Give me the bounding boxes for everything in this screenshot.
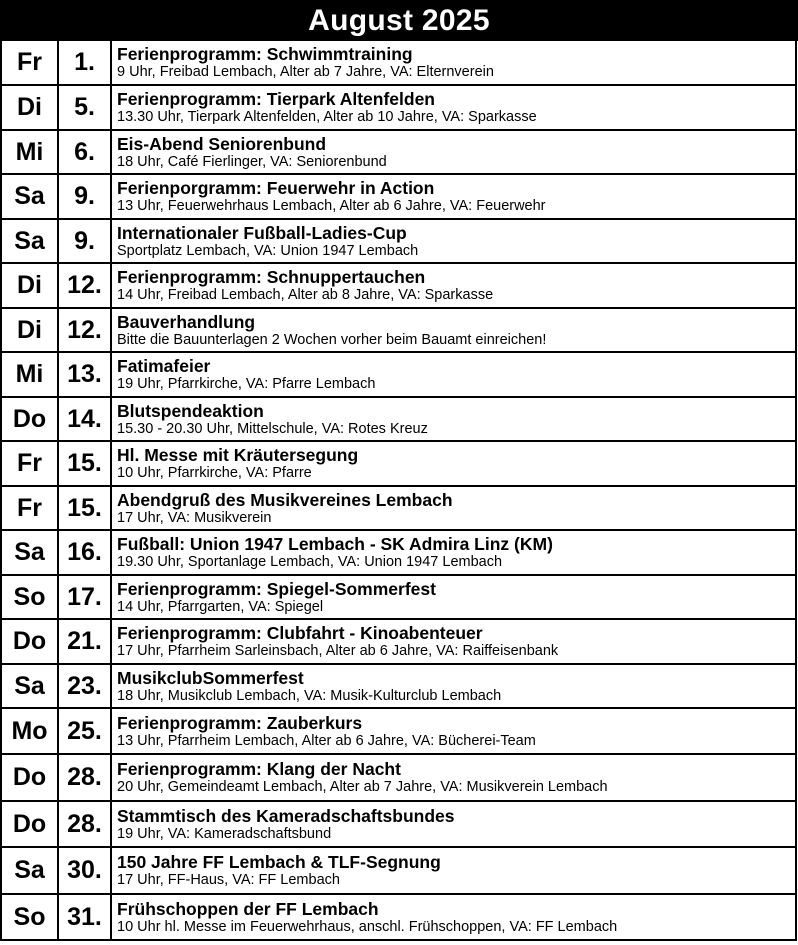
event-weekday: Sa	[1, 219, 58, 263]
event-title: MusikclubSommerfest	[117, 667, 304, 688]
event-weekday: Fr	[1, 41, 58, 85]
event-title: Stammtisch des Kameradschaftsbundes	[117, 805, 455, 826]
event-cell	[111, 530, 796, 575]
event-title: Ferienprogramm: Schwimmtraining	[117, 44, 413, 64]
event-title: Fußball: Union 1947 Lembach - SK Admira Linz (KM)	[117, 534, 553, 554]
event-detail: 20 Uhr, Gemeindeamt Lembach, Alter ab 7 Jahre, VA: Musikverein Lembach	[117, 779, 608, 795]
events-table-body	[1, 41, 796, 940]
event-weekday: Sa	[1, 847, 58, 894]
event-row	[1, 397, 796, 441]
event-title: Fatimafeier	[117, 356, 211, 376]
event-day-number: 23.	[58, 664, 111, 708]
event-title: Ferienprogramm: Klang der Nacht	[117, 759, 401, 779]
event-weekday: So	[1, 575, 58, 619]
event-row	[1, 486, 796, 530]
event-day-number: 9.	[58, 174, 111, 219]
event-cell	[111, 664, 796, 708]
event-title: Hl. Messe mit Kräutersegung	[117, 445, 359, 465]
event-weekday: Sa	[1, 530, 58, 575]
event-cell	[111, 847, 796, 894]
event-detail: 15.30 - 20.30 Uhr, Mittelschule, VA: Rotes Kreuz	[117, 420, 428, 437]
event-detail: 19 Uhr, Pfarrkirche, VA: Pfarre Lembach	[117, 376, 376, 392]
event-detail: 13 Uhr, Pfarrheim Lembach, Alter ab 6 Jahre, VA: Bücherei-Team	[117, 732, 536, 749]
event-row	[1, 130, 796, 174]
event-day-number: 14.	[58, 397, 111, 441]
event-title: Internationaler Fußball-Ladies-Cup	[117, 222, 407, 243]
event-row	[1, 708, 796, 754]
event-detail: 9 Uhr, Freibad Lembach, Alter ab 7 Jahre, VA: Elternverein	[117, 64, 494, 80]
event-row	[1, 219, 796, 263]
event-weekday: Fr	[1, 441, 58, 486]
event-weekday: Di	[1, 85, 58, 130]
event-title: Ferienprogramm: Spiegel-Sommerfest	[117, 578, 436, 599]
event-row	[1, 530, 796, 575]
event-detail: Bitte die Bauunterlagen 2 Wochen vorher beim Bauamt einreichen!	[117, 331, 547, 348]
event-row	[1, 174, 796, 219]
event-cell	[111, 263, 796, 308]
event-day-number: 15.	[58, 486, 111, 530]
event-day-number: 15.	[58, 441, 111, 486]
event-day-number: 25.	[58, 708, 111, 754]
event-title: Ferienprogramm: Clubfahrt - Kinoabenteuer	[117, 623, 483, 643]
event-row	[1, 352, 796, 397]
event-weekday: Fr	[1, 486, 58, 530]
event-cell	[111, 130, 796, 174]
event-detail: 10 Uhr hl. Messe im Feuerwehrhaus, anschl. Frühschoppen, VA: FF Lembach	[117, 918, 618, 935]
event-cell	[111, 486, 796, 530]
event-cell	[111, 352, 796, 397]
event-detail: 13.30 Uhr, Tierpark Altenfelden, Alter ab 10 Jahre, VA: Sparkasse	[117, 109, 537, 125]
event-weekday: Do	[1, 397, 58, 441]
event-title: Ferienporgramm: Feuerwehr in Action	[117, 178, 435, 198]
event-day-number: 16.	[58, 530, 111, 575]
event-weekday: Di	[1, 263, 58, 308]
event-detail: 17 Uhr, VA: Musikverein	[117, 509, 272, 526]
event-detail: 17 Uhr, FF-Haus, VA: FF Lembach	[117, 872, 340, 888]
event-day-number: 30.	[58, 847, 111, 894]
event-weekday: So	[1, 894, 58, 940]
event-row	[1, 894, 796, 940]
event-detail: 13 Uhr, Feuerwehrhaus Lembach, Alter ab 6 Jahre, VA: Feuerwehr	[117, 198, 546, 214]
event-weekday: Do	[1, 619, 58, 664]
event-day-number: 21.	[58, 619, 111, 664]
event-cell	[111, 754, 796, 801]
event-title: Ferienprogramm: Tierpark Altenfelden	[117, 89, 435, 109]
event-title: Abendgruß des Musikvereines Lembach	[117, 489, 453, 510]
event-title: Frühschoppen der FF Lembach	[117, 898, 379, 919]
event-cell	[111, 894, 796, 940]
event-day-number: 17.	[58, 575, 111, 619]
event-detail: 19.30 Uhr, Sportanlage Lembach, VA: Union 1947 Lembach	[117, 554, 503, 570]
event-title: Ferienprogramm: Schnuppertauchen	[117, 267, 426, 287]
event-day-number: 12.	[58, 308, 111, 352]
event-title: Eis-Abend Seniorenbund	[117, 133, 327, 154]
event-row	[1, 801, 796, 847]
event-weekday: Do	[1, 754, 58, 801]
event-title: 150 Jahre FF Lembach & TLF-Segnung	[117, 852, 441, 872]
event-row	[1, 441, 796, 486]
event-title: Ferienprogramm: Zauberkurs	[117, 712, 363, 733]
event-cell	[111, 41, 796, 85]
event-day-number: 13.	[58, 352, 111, 397]
event-day-number: 6.	[58, 130, 111, 174]
event-title: Bauverhandlung	[117, 311, 256, 332]
event-weekday: Mi	[1, 352, 58, 397]
event-detail: 17 Uhr, Pfarrheim Sarleinsbach, Alter ab 6 Jahre, VA: Raiffeisenbank	[117, 643, 559, 659]
event-cell	[111, 708, 796, 754]
event-cell	[111, 85, 796, 130]
event-weekday: Do	[1, 801, 58, 847]
event-detail: Sportplatz Lembach, VA: Union 1947 Lembach	[117, 242, 419, 259]
event-day-number: 28.	[58, 801, 111, 847]
event-weekday: Di	[1, 308, 58, 352]
event-detail: 14 Uhr, Pfarrgarten, VA: Spiegel	[117, 598, 324, 615]
event-cell	[111, 174, 796, 219]
event-day-number: 12.	[58, 263, 111, 308]
event-cell	[111, 397, 796, 441]
events-table	[0, 41, 797, 941]
event-detail: 18 Uhr, Musikclub Lembach, VA: Musik-Kulturclub Lembach	[117, 687, 502, 704]
event-day-number: 28.	[58, 754, 111, 801]
event-row	[1, 85, 796, 130]
event-row	[1, 263, 796, 308]
event-weekday: Mi	[1, 130, 58, 174]
event-cell	[111, 801, 796, 847]
month-header: August 2025	[0, 0, 798, 41]
event-cell	[111, 219, 796, 263]
event-day-number: 5.	[58, 85, 111, 130]
event-row	[1, 664, 796, 708]
event-row	[1, 575, 796, 619]
event-cell	[111, 308, 796, 352]
event-weekday: Mo	[1, 708, 58, 754]
event-row	[1, 308, 796, 352]
event-row	[1, 754, 796, 801]
event-row	[1, 847, 796, 894]
event-cell	[111, 619, 796, 664]
event-row	[1, 41, 796, 85]
event-cell	[111, 575, 796, 619]
event-weekday: Sa	[1, 664, 58, 708]
event-day-number: 9.	[58, 219, 111, 263]
event-cell	[111, 441, 796, 486]
event-weekday: Sa	[1, 174, 58, 219]
event-detail: 10 Uhr, Pfarrkirche, VA: Pfarre	[117, 465, 312, 481]
event-detail: 18 Uhr, Café Fierlinger, VA: Seniorenbund	[117, 153, 387, 170]
event-day-number: 1.	[58, 41, 111, 85]
event-row	[1, 619, 796, 664]
event-title: Blutspendeaktion	[117, 400, 264, 421]
event-detail: 14 Uhr, Freibad Lembach, Alter ab 8 Jahre, VA: Sparkasse	[117, 287, 494, 303]
event-day-number: 31.	[58, 894, 111, 940]
event-detail: 19 Uhr, VA: Kameradschaftsbund	[117, 825, 332, 842]
